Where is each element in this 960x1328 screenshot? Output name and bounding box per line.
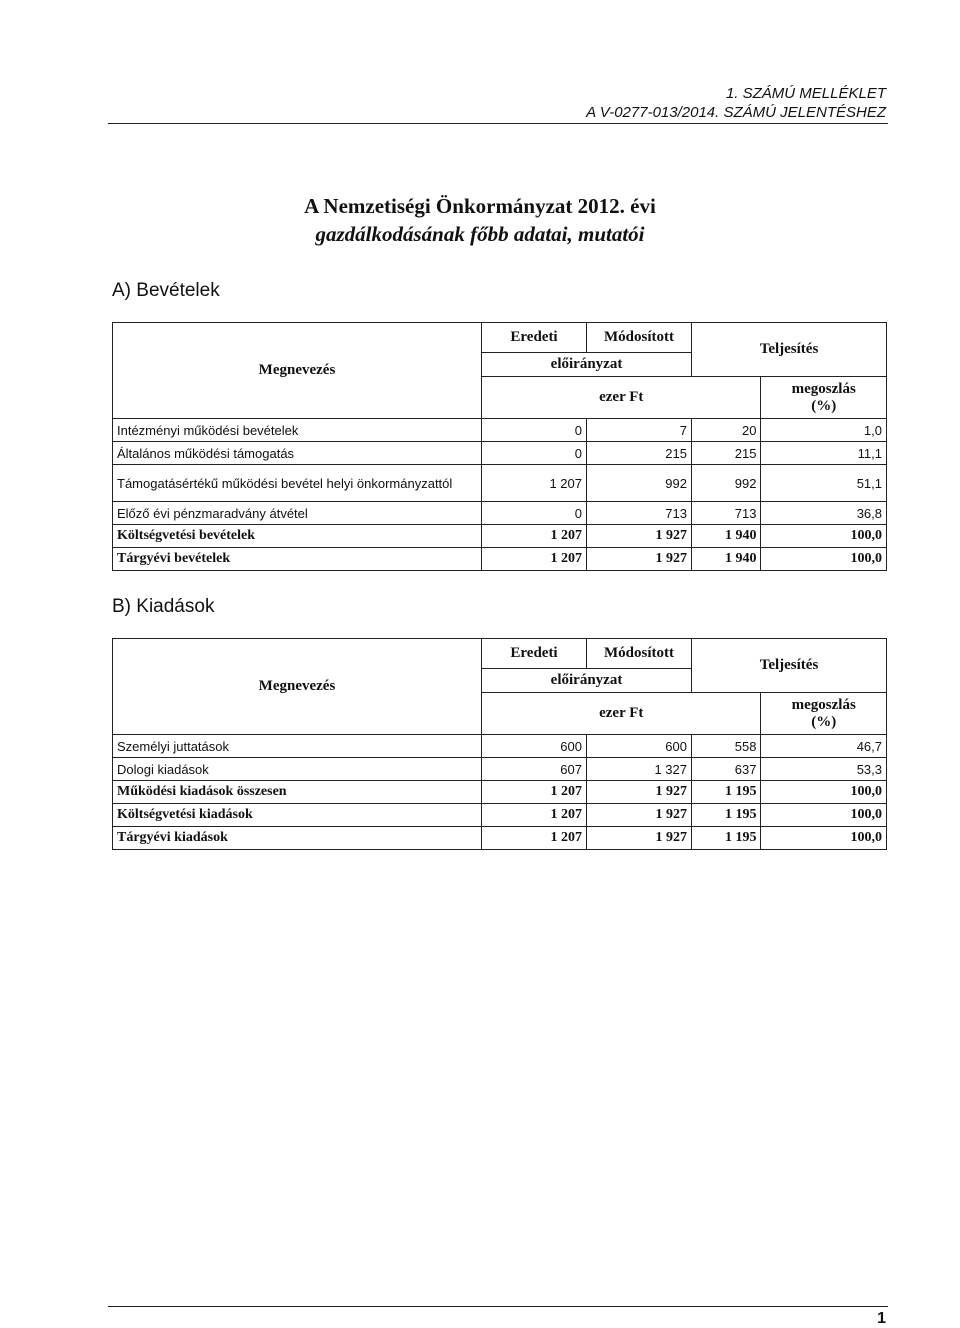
table-row — [113, 465, 887, 502]
modified-plan-cell: 1 927 — [587, 525, 692, 548]
fulfillment-cell: 992 — [692, 465, 761, 502]
distribution-cell: 100,0 — [761, 525, 887, 548]
table-row — [113, 758, 887, 781]
col-header-name: Megnevezés — [113, 323, 482, 419]
fulfillment-cell: 1 195 — [692, 804, 761, 827]
row-name-cell: Tárgyévi bevételek — [113, 548, 482, 571]
col-header-modified: Módosított — [587, 639, 692, 669]
col-header-fulfillment: Teljesítés — [692, 639, 887, 693]
fulfillment-cell: 215 — [692, 442, 761, 465]
modified-plan-cell: 1 927 — [587, 548, 692, 571]
percent-label: (%) — [811, 713, 837, 730]
row-name-cell: Előző évi pénzmaradvány átvétel — [113, 502, 482, 525]
row-name-cell: Dologi kiadások — [113, 758, 482, 781]
modified-plan-cell: 713 — [587, 502, 692, 525]
title-line-1: A Nemzetiségi Önkormányzat 2012. évi — [304, 194, 656, 218]
col-header-unit: ezer Ft — [482, 377, 761, 419]
fulfillment-cell: 1 940 — [692, 548, 761, 571]
table-row — [113, 781, 887, 804]
original-plan-cell: 0 — [482, 419, 587, 442]
modified-plan-cell: 1 927 — [587, 804, 692, 827]
table-row — [113, 804, 887, 827]
distribution-cell: 46,7 — [761, 735, 887, 758]
original-plan-cell: 1 207 — [482, 548, 587, 571]
revenues-section-heading: A) Bevételek — [112, 280, 220, 301]
row-name-cell: Általános működési támogatás — [113, 442, 482, 465]
row-name-cell: Költségvetési kiadások — [113, 804, 482, 827]
fulfillment-cell: 558 — [692, 735, 761, 758]
row-name-cell: Költségvetési bevételek — [113, 525, 482, 548]
distribution-cell: 100,0 — [761, 781, 887, 804]
fulfillment-cell: 713 — [692, 502, 761, 525]
annex-reference — [586, 84, 886, 122]
document-title — [0, 192, 960, 248]
modified-plan-cell: 215 — [587, 442, 692, 465]
percent-label: (%) — [811, 397, 837, 414]
original-plan-cell: 0 — [482, 442, 587, 465]
modified-plan-cell: 600 — [587, 735, 692, 758]
modified-plan-cell: 7 — [587, 419, 692, 442]
annex-underline — [108, 123, 888, 124]
distribution-cell: 100,0 — [761, 548, 887, 571]
distribution-label: megoszlás — [791, 380, 856, 397]
distribution-cell: 100,0 — [761, 804, 887, 827]
distribution-cell: 100,0 — [761, 827, 887, 850]
revenues-table — [112, 322, 887, 571]
col-header-original: Eredeti — [482, 639, 587, 669]
table-row — [113, 827, 887, 850]
annex-line-1: 1. SZÁMÚ MELLÉKLET — [725, 85, 886, 102]
row-name-cell: Tárgyévi kiadások — [113, 827, 482, 850]
col-header-unit: ezer Ft — [482, 693, 761, 735]
original-plan-cell: 1 207 — [482, 827, 587, 850]
original-plan-cell: 1 207 — [482, 525, 587, 548]
table-row — [113, 525, 887, 548]
distribution-label: megoszlás — [791, 696, 856, 713]
row-name-cell: Intézményi működési bevételek — [113, 419, 482, 442]
distribution-cell: 11,1 — [761, 442, 887, 465]
col-header-plan: előirányzat — [482, 353, 692, 377]
col-header-original: Eredeti — [482, 323, 587, 353]
original-plan-cell: 607 — [482, 758, 587, 781]
footer-rule — [108, 1306, 888, 1307]
original-plan-cell: 0 — [482, 502, 587, 525]
modified-plan-cell: 1 927 — [587, 827, 692, 850]
expenses-table — [112, 638, 887, 850]
row-name-cell: Támogatásértékű működési bevétel helyi önkormányzattól — [113, 465, 482, 502]
distribution-cell: 36,8 — [761, 502, 887, 525]
col-header-distribution — [761, 377, 887, 419]
modified-plan-cell: 992 — [587, 465, 692, 502]
fulfillment-cell: 1 940 — [692, 525, 761, 548]
col-header-name: Megnevezés — [113, 639, 482, 735]
col-header-modified: Módosított — [587, 323, 692, 353]
col-header-fulfillment: Teljesítés — [692, 323, 887, 377]
distribution-cell: 53,3 — [761, 758, 887, 781]
fulfillment-cell: 1 195 — [692, 827, 761, 850]
col-header-plan: előirányzat — [482, 669, 692, 693]
row-name-cell: Személyi juttatások — [113, 735, 482, 758]
distribution-cell: 51,1 — [761, 465, 887, 502]
original-plan-cell: 1 207 — [482, 781, 587, 804]
fulfillment-cell: 20 — [692, 419, 761, 442]
original-plan-cell: 1 207 — [482, 804, 587, 827]
expenses-body — [113, 735, 887, 850]
col-header-distribution — [761, 693, 887, 735]
row-name-cell: Működési kiadások összesen — [113, 781, 482, 804]
table-row — [113, 419, 887, 442]
modified-plan-cell: 1 327 — [587, 758, 692, 781]
title-line-2: gazdálkodásának főbb adatai, mutatói — [315, 222, 645, 246]
annex-line-2: A V-0277-013/2014. SZÁMÚ JELENTÉSHEZ — [586, 104, 886, 121]
page-number: 1 — [877, 1310, 886, 1327]
original-plan-cell: 600 — [482, 735, 587, 758]
distribution-cell: 1,0 — [761, 419, 887, 442]
table-row — [113, 735, 887, 758]
revenues-body — [113, 419, 887, 571]
table-row — [113, 502, 887, 525]
original-plan-cell: 1 207 — [482, 465, 587, 502]
fulfillment-cell: 1 195 — [692, 781, 761, 804]
table-row — [113, 548, 887, 571]
table-row — [113, 442, 887, 465]
fulfillment-cell: 637 — [692, 758, 761, 781]
expenses-section-heading: B) Kiadások — [112, 596, 215, 617]
modified-plan-cell: 1 927 — [587, 781, 692, 804]
